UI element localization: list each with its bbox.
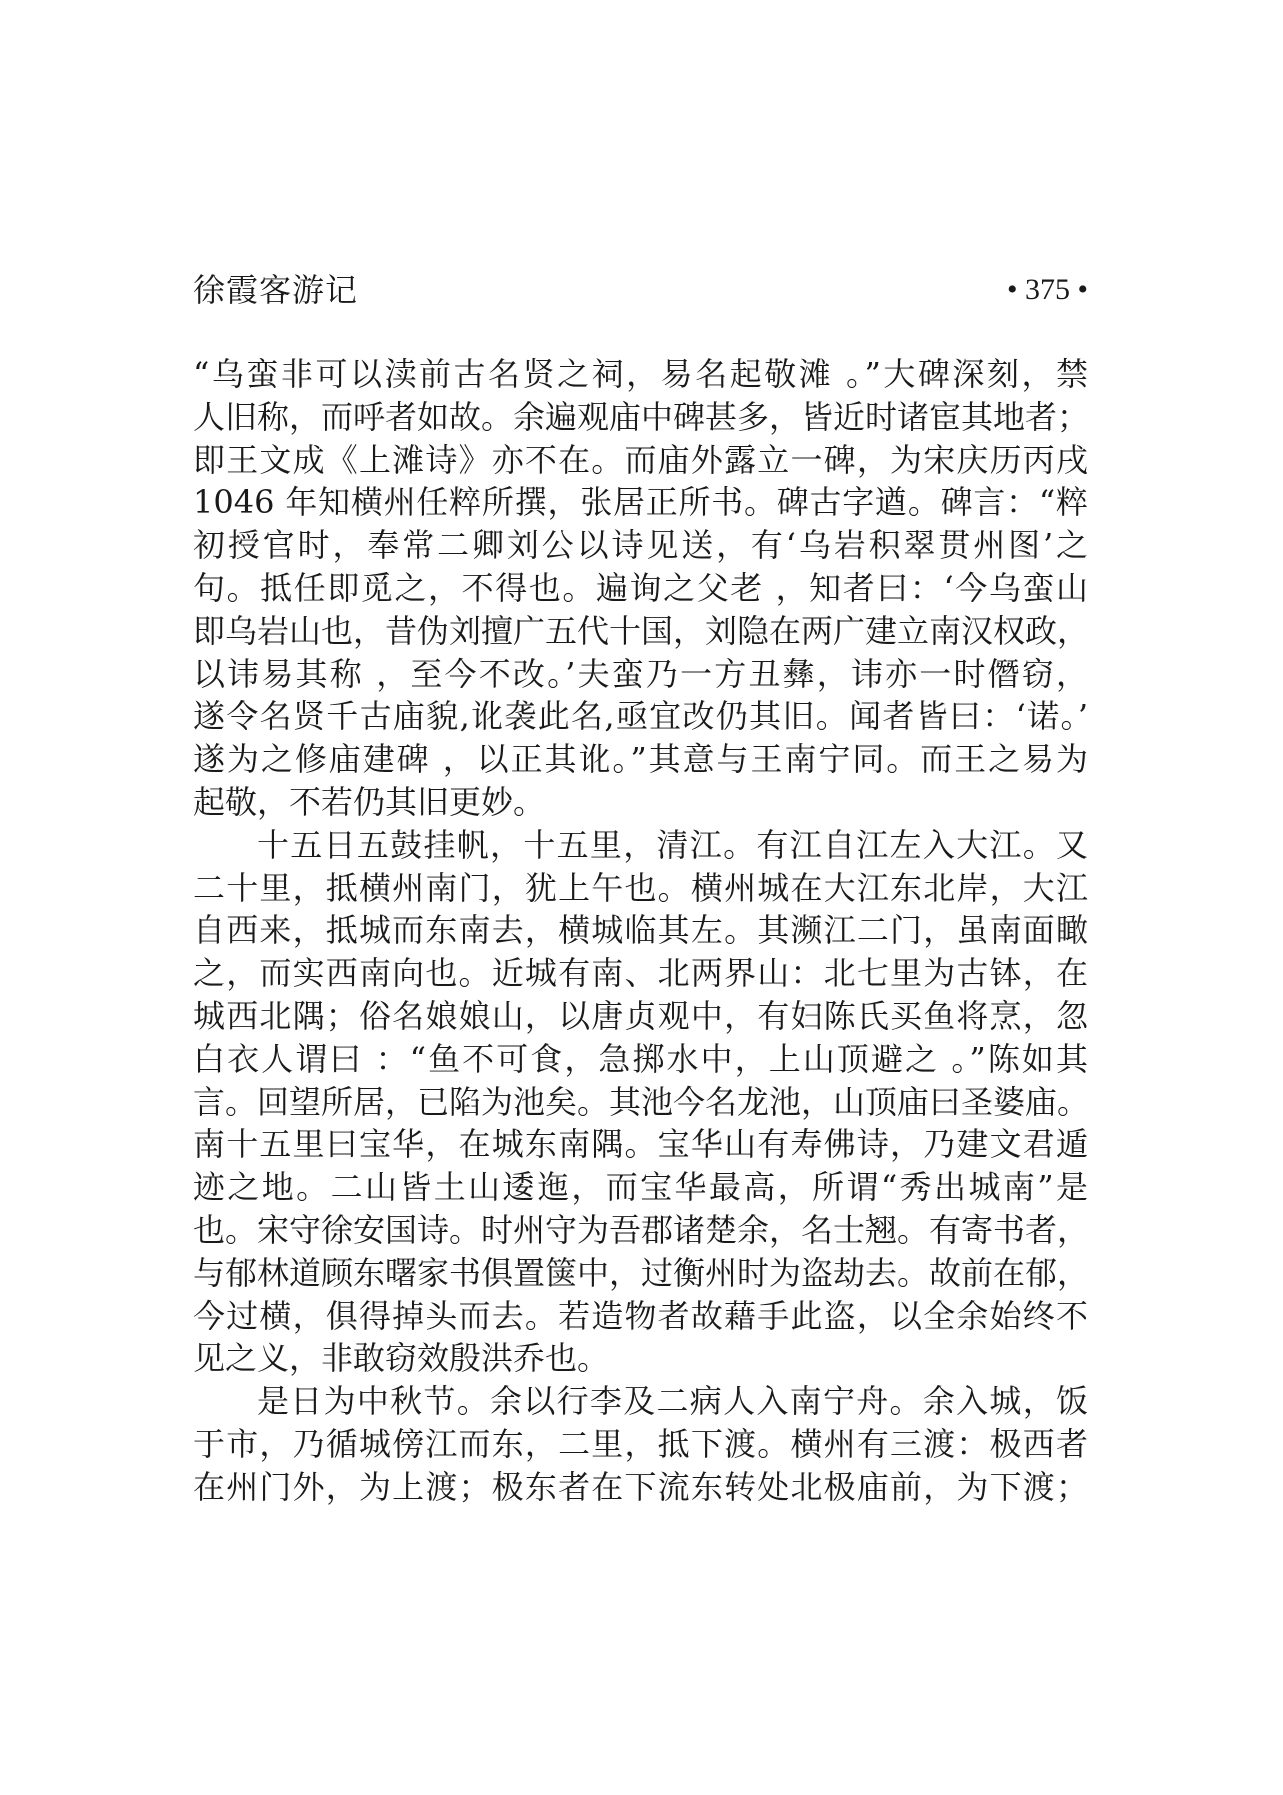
text-line: 句。抵任即觅之，不得也。遍询之父老 ，知者曰：‘今乌蛮山 xyxy=(193,568,1088,607)
text-line: 在州门外，为上渡；极东者在下流东转处北极庙前，为下渡； xyxy=(193,1467,1088,1506)
text-line: 也。宋守徐安国诗。时州守为吾郡诸楚余，名士翘。有寄书者， xyxy=(193,1210,1090,1249)
text-line: 白衣人谓曰 ：“鱼不可食，急掷水中，上山顶避之 。”陈如其 xyxy=(193,1039,1088,1078)
text-line: 即乌岩山也，昔伪刘擅广五代十国，刘隐在两广建立南汉权政， xyxy=(193,611,1090,650)
text-line: 见之义，非敢窃效殷洪乔也。 xyxy=(193,1339,610,1378)
text-line: 自西来，抵城而东南去，横城临其左。其濒江二门，虽南面瞰 xyxy=(193,911,1088,950)
text-line: 1046 年知横州任粹所撰，张居正所书。碑古字遒。碑言：“粹 xyxy=(193,483,1088,522)
text-line: 以讳易其称 ，至今不改。’夫蛮乃一方丑彝，讳亦一时僭窃， xyxy=(193,654,1088,693)
text-line: 遂令名贤千古庙貌,讹袭此名,亟宜改仍其旧。闻者皆曰：‘诺。’ xyxy=(193,697,1088,736)
running-header xyxy=(193,268,1088,312)
text-line: 初授官时，奉常二卿刘公以诗见送，有‘乌岩积翠贯州图’之 xyxy=(193,526,1088,565)
text-line: 遂为之修庙建碑 ，以正其讹。”其意与王南宁同。而王之易为 xyxy=(193,740,1088,779)
text-line: 起敬，不若仍其旧更妙。 xyxy=(193,782,546,821)
body-text xyxy=(193,353,1088,1509)
text-line: 即王文成《上滩诗》亦不在。而庙外露立一碑，为宋庆历丙戌 xyxy=(193,440,1088,479)
text-line: 是日为中秋节。余以行李及二病人入南宁舟。余入城，饭 xyxy=(257,1382,1088,1421)
book-title: 徐霞客游记 xyxy=(193,271,359,309)
text-line: 十五日五鼓挂帆，十五里，清江。有江自江左入大江。又 xyxy=(257,825,1088,864)
text-line: 今过横，俱得掉头而去。若造物者故藉手此盗，以全余始终不 xyxy=(193,1296,1088,1335)
text-line: 二十里，抵横州南门，犹上午也。横州城在大江东北岸，大江 xyxy=(193,868,1088,907)
text-line: “乌蛮非可以渎前古名贤之祠，易名起敬滩 。”大碑深刻，禁 xyxy=(193,355,1088,393)
text-line: 迹之地。二山皆土山逶迤，而宝华最高，所谓“秀出城南”是 xyxy=(193,1168,1088,1207)
text-line: 言。回望所居，已陷为池矣。其池今名龙池，山顶庙曰圣婆庙。 xyxy=(193,1082,1090,1121)
page-number: • 375 • xyxy=(1006,273,1088,306)
text-line: 之，而实西南向也。近城有南、北两界山：北七里为古钵，在 xyxy=(193,954,1088,993)
text-line: 城西北隅；俗名娘娘山，以唐贞观中，有妇陈氏买鱼将烹，忽 xyxy=(193,996,1088,1035)
text-line: 人旧称，而呼者如故。余遍观庙中碑甚多，皆近时诸宦其地者； xyxy=(193,397,1090,436)
text-line: 于市，乃循城傍江而东，二里，抵下渡。横州有三渡：极西者 xyxy=(193,1424,1088,1463)
text-line: 与郁林道顾东曙家书俱置箧中，过衡州时为盗劫去。故前在郁， xyxy=(193,1253,1090,1292)
text-line: 南十五里曰宝华，在城东南隅。宝华山有寿佛诗，乃建文君遁 xyxy=(193,1125,1088,1164)
